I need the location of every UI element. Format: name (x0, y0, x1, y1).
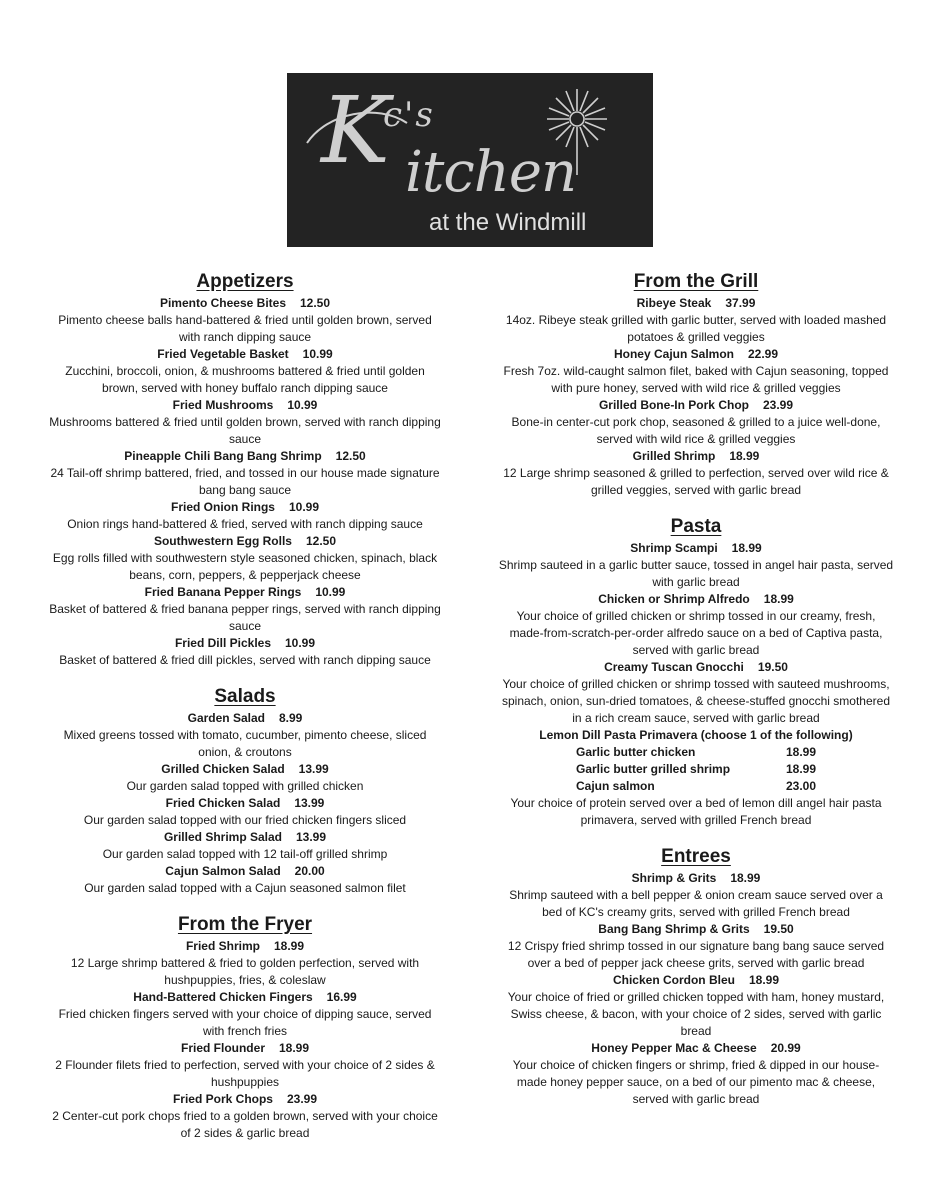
option-row (576, 761, 816, 778)
menu-item-price: 18.99 (731, 541, 762, 555)
menu-item-price: 10.99 (288, 500, 320, 514)
menu-item-price: 23.99 (286, 1092, 318, 1106)
menu-item-description: 12 Crispy fried shrimp tossed in our signature bang bang sauce served over a bed of pepper jack cheese grits, served with garlic bread (507, 939, 885, 970)
menu-item-description: Zucchini, broccoli, onion, & mushrooms battered & fried until golden brown, served with honey buffalo ranch dipping sauce (65, 364, 425, 395)
menu-item-price: 12.50 (300, 296, 331, 310)
logo-subtitle: at the Windmill (429, 209, 587, 236)
menu-item-name: Fried Onion Rings (170, 500, 275, 514)
menu-item-description: 12 Large shrimp seasoned & grilled to perfection, served over wild rice & grilled veggies, served with garlic bread (503, 466, 889, 497)
menu-item-header (48, 829, 442, 846)
menu-item-header (48, 1040, 442, 1057)
menu-item-header (48, 1091, 442, 1108)
option-name: Garlic butter grilled shrimp (576, 762, 731, 776)
menu-item-price: 12.50 (305, 534, 337, 548)
section-pasta (498, 515, 894, 829)
menu-item-name: Fried Flounder (180, 1041, 265, 1055)
menu-item-header (498, 972, 894, 989)
menu-item-description: Your choice of grilled chicken or shrimp tossed with sauteed mushrooms, spinach, onion, sun-dried tomatoes, & cheese-stuffed gnocchi smothered in a rich cream sauce, served with garlic bread (501, 677, 890, 725)
menu-item-price: 10.99 (285, 636, 316, 650)
menu-item-price: 8.99 (279, 711, 303, 725)
menu-item-header (498, 448, 894, 465)
menu-item-name: Fried Shrimp (185, 939, 260, 953)
menu-item-header (48, 448, 442, 465)
menu-item-header (48, 761, 442, 778)
menu-item-description: Your choice of protein served over a bed of lemon dill angel hair pasta primavera, served with grilled French bread (510, 796, 882, 827)
menu-item-price: 10.99 (287, 398, 318, 412)
menu-item-header (48, 499, 442, 516)
menu-item-price: 10.99 (315, 585, 346, 599)
menu-item-description: Onion rings hand-battered & fried, served with ranch dipping sauce (67, 517, 423, 531)
menu-item-header (498, 659, 894, 676)
section-title: From the Grill (633, 271, 759, 292)
menu-item-description: Our garden salad topped with grilled chicken (126, 779, 364, 793)
option-price: 18.99 (785, 762, 816, 776)
menu-item-description: Our garden salad topped with our fried chicken fingers sliced (83, 813, 407, 827)
menu-item-description: Your choice of grilled chicken or shrimp tossed in our creamy, fresh, made-from-scratch-per-order alfredo sauce on a bed of Captiva pasta, served with garlic bread (509, 609, 883, 657)
menu-item-description: Basket of battered & fried dill pickles, served with ranch dipping sauce (59, 653, 431, 667)
menu-item-description: Fried chicken fingers served with your choice of dipping sauce, served with french fries (58, 1007, 432, 1038)
menu-item-description: Fresh 7oz. wild-caught salmon filet, baked with Cajun seasoning, topped with pure honey, served with wild rice & grilled veggies (503, 364, 889, 395)
menu-item-name: Grilled Shrimp Salad (163, 830, 282, 844)
menu-item-name: Chicken Cordon Bleu (612, 973, 735, 987)
menu-item-header (498, 540, 894, 557)
section-title: Appetizers (196, 271, 294, 292)
section-appetizers (48, 270, 442, 669)
section-entrees (498, 845, 894, 1108)
menu-item-name: Grilled Bone-In Pork Chop (598, 398, 749, 412)
menu-item-name: Cajun Salmon Salad (165, 864, 281, 878)
section-grill (498, 270, 894, 499)
section-title: From the Fryer (177, 914, 313, 935)
logo-cs: c's (383, 95, 435, 135)
menu-item-header (48, 989, 442, 1006)
menu-left-column (48, 270, 442, 1142)
menu-item-name: Fried Mushrooms (172, 398, 274, 412)
menu-item-price: 16.99 (326, 990, 357, 1004)
menu-item-description: Pimento cheese balls hand-battered & fried until golden brown, served with ranch dipping sauce (58, 313, 432, 344)
menu-item-price: 18.99 (729, 449, 760, 463)
menu-item-price: 23.99 (762, 398, 794, 412)
menu-item-name: Hand-Battered Chicken Fingers (133, 990, 313, 1004)
menu-item-header (48, 863, 442, 880)
menu-item-name: Honey Pepper Mac & Cheese (591, 1041, 757, 1055)
logo (287, 73, 653, 247)
menu-item-price: 18.99 (273, 939, 305, 953)
section-title: Salads (214, 686, 276, 707)
menu-item-name: Chicken or Shrimp Alfredo (598, 592, 750, 606)
menu-item-description: Your choice of chicken fingers or shrimp, fried & dipped in our house-made honey pepper sauce, on a bed of our pimento mac & cheese, served with garlic bread (512, 1058, 880, 1106)
menu-item-name: Grilled Chicken Salad (161, 762, 285, 776)
menu-item-name: Ribeye Steak (636, 296, 712, 310)
section-salads (48, 685, 442, 897)
option-price: 23.00 (785, 779, 816, 793)
menu-item-name: Bang Bang Shrimp & Grits (598, 922, 750, 936)
menu-item-price: 20.00 (294, 864, 325, 878)
menu-item-header (48, 397, 442, 414)
menu-right-column (498, 270, 894, 1108)
menu-item-description: Egg rolls filled with southwestern style seasoned chicken, spinach, black beans, corn, peppers, & pepperjack cheese (52, 551, 438, 582)
menu-item-price: 37.99 (725, 296, 756, 310)
option-row (576, 744, 816, 761)
menu-item-price: 18.99 (763, 592, 794, 606)
menu-item-description: Shrimp sauteed with a bell pepper & onion cream sauce served over a bed of KC's creamy grits, served with grilled French bread (509, 888, 883, 919)
menu-item-header (498, 870, 894, 887)
menu-item-name: Shrimp Scampi (630, 541, 718, 555)
menu-item-header (48, 346, 442, 363)
menu-item-header (48, 533, 442, 550)
option-name: Cajun salmon (576, 779, 655, 793)
menu-item-header (48, 710, 442, 727)
primavera-options (576, 744, 816, 795)
menu-item-price: 19.50 (757, 660, 788, 674)
menu-item-name: Southwestern Egg Rolls (153, 534, 292, 548)
menu-item-name: Fried Dill Pickles (174, 636, 271, 650)
option-price: 18.99 (785, 745, 816, 759)
menu-item-description: 24 Tail-off shrimp battered, fried, and tossed in our house made signature bang bang sauce (50, 466, 440, 497)
menu-item-header (498, 397, 894, 414)
menu-item-price: 12.50 (335, 449, 366, 463)
menu-item-header (498, 1040, 894, 1057)
menu-item-price: 22.99 (748, 347, 779, 361)
option-row (576, 778, 816, 795)
menu-item-header (498, 921, 894, 938)
menu-item-description: 14oz. Ribeye steak grilled with garlic butter, served with loaded mashed potatoes & grilled veggies (505, 313, 887, 344)
menu-item-description: Bone-in center-cut pork chop, seasoned & grilled to a juice well-done, served with wild rice & grilled veggies (511, 415, 881, 446)
menu-item-name: Fried Pork Chops (172, 1092, 273, 1106)
menu-item-header (48, 795, 442, 812)
menu-item-price: 13.99 (296, 830, 327, 844)
logo-k: K (321, 77, 390, 184)
section-title: Pasta (670, 516, 722, 537)
option-name: Garlic butter chicken (576, 745, 696, 759)
menu-item-description: Mushrooms battered & fried until golden brown, served with ranch dipping sauce (49, 415, 441, 446)
menu-item-name: Garden Salad (187, 711, 265, 725)
menu-item-description: Our garden salad topped with 12 tail-off grilled shrimp (102, 847, 388, 861)
menu-item-name: Pimento Cheese Bites (159, 296, 286, 310)
menu-item-name: Creamy Tuscan Gnocchi (604, 660, 744, 674)
menu-item-name: Pineapple Chili Bang Bang Shrimp (124, 449, 322, 463)
menu-item-price: 13.99 (298, 762, 329, 776)
menu-item-name: Grilled Shrimp (632, 449, 716, 463)
menu-item-name: Fried Chicken Salad (165, 796, 281, 810)
menu-item-name: Shrimp & Grits (631, 871, 717, 885)
menu-item-description: Basket of battered & fried banana pepper rings, served with ranch dipping sauce (49, 602, 441, 633)
menu-item-header (48, 584, 442, 601)
menu-item-price: 18.99 (730, 871, 761, 885)
menu-item-header (498, 346, 894, 363)
menu-item-name: Lemon Dill Pasta Primavera (choose 1 of the following) (539, 728, 853, 742)
menu-item-price: 10.99 (302, 347, 333, 361)
menu-item-price: 18.99 (278, 1041, 310, 1055)
menu-item-header (48, 295, 442, 312)
menu-item-price: 13.99 (294, 796, 325, 810)
menu-item-header (498, 591, 894, 608)
menu-item-name: Fried Vegetable Basket (157, 347, 289, 361)
menu-item-price: 18.99 (748, 973, 780, 987)
menu-item-header (48, 635, 442, 652)
menu-item-price: 20.99 (770, 1041, 801, 1055)
menu-item-description: Shrimp sauteed in a garlic butter sauce, tossed in angel hair pasta, served with garlic bread (498, 558, 894, 589)
menu-item-header (48, 938, 442, 955)
menu-item-description: 12 Large shrimp battered & fried to golden perfection, served with hushpuppies, fries, & coleslaw (70, 956, 420, 987)
menu-item-description: 2 Flounder filets fried to perfection, served with your choice of 2 sides & hushpuppies (55, 1058, 435, 1089)
section-fryer (48, 913, 442, 1142)
menu-item-name: Fried Banana Pepper Rings (144, 585, 302, 599)
menu-item-description: Our garden salad topped with a Cajun seasoned salmon filet (84, 881, 406, 895)
menu-item-name: Honey Cajun Salmon (613, 347, 734, 361)
section-title: Entrees (661, 846, 731, 867)
menu-item-description: Mixed greens tossed with tomato, cucumber, pimento cheese, sliced onion, & croutons (63, 728, 427, 759)
menu-item-description: Your choice of fried or grilled chicken topped with ham, honey mustard, Swiss cheese, & bacon, with your choice of 2 sides, served with garlic bread (507, 990, 885, 1038)
logo-kitchen: itchen (405, 140, 577, 205)
menu-item-price: 19.50 (763, 922, 794, 936)
menu-item-header (498, 295, 894, 312)
menu-item-description: 2 Center-cut pork chops fried to a golden brown, served with your choice of 2 sides & garlic bread (52, 1109, 438, 1140)
